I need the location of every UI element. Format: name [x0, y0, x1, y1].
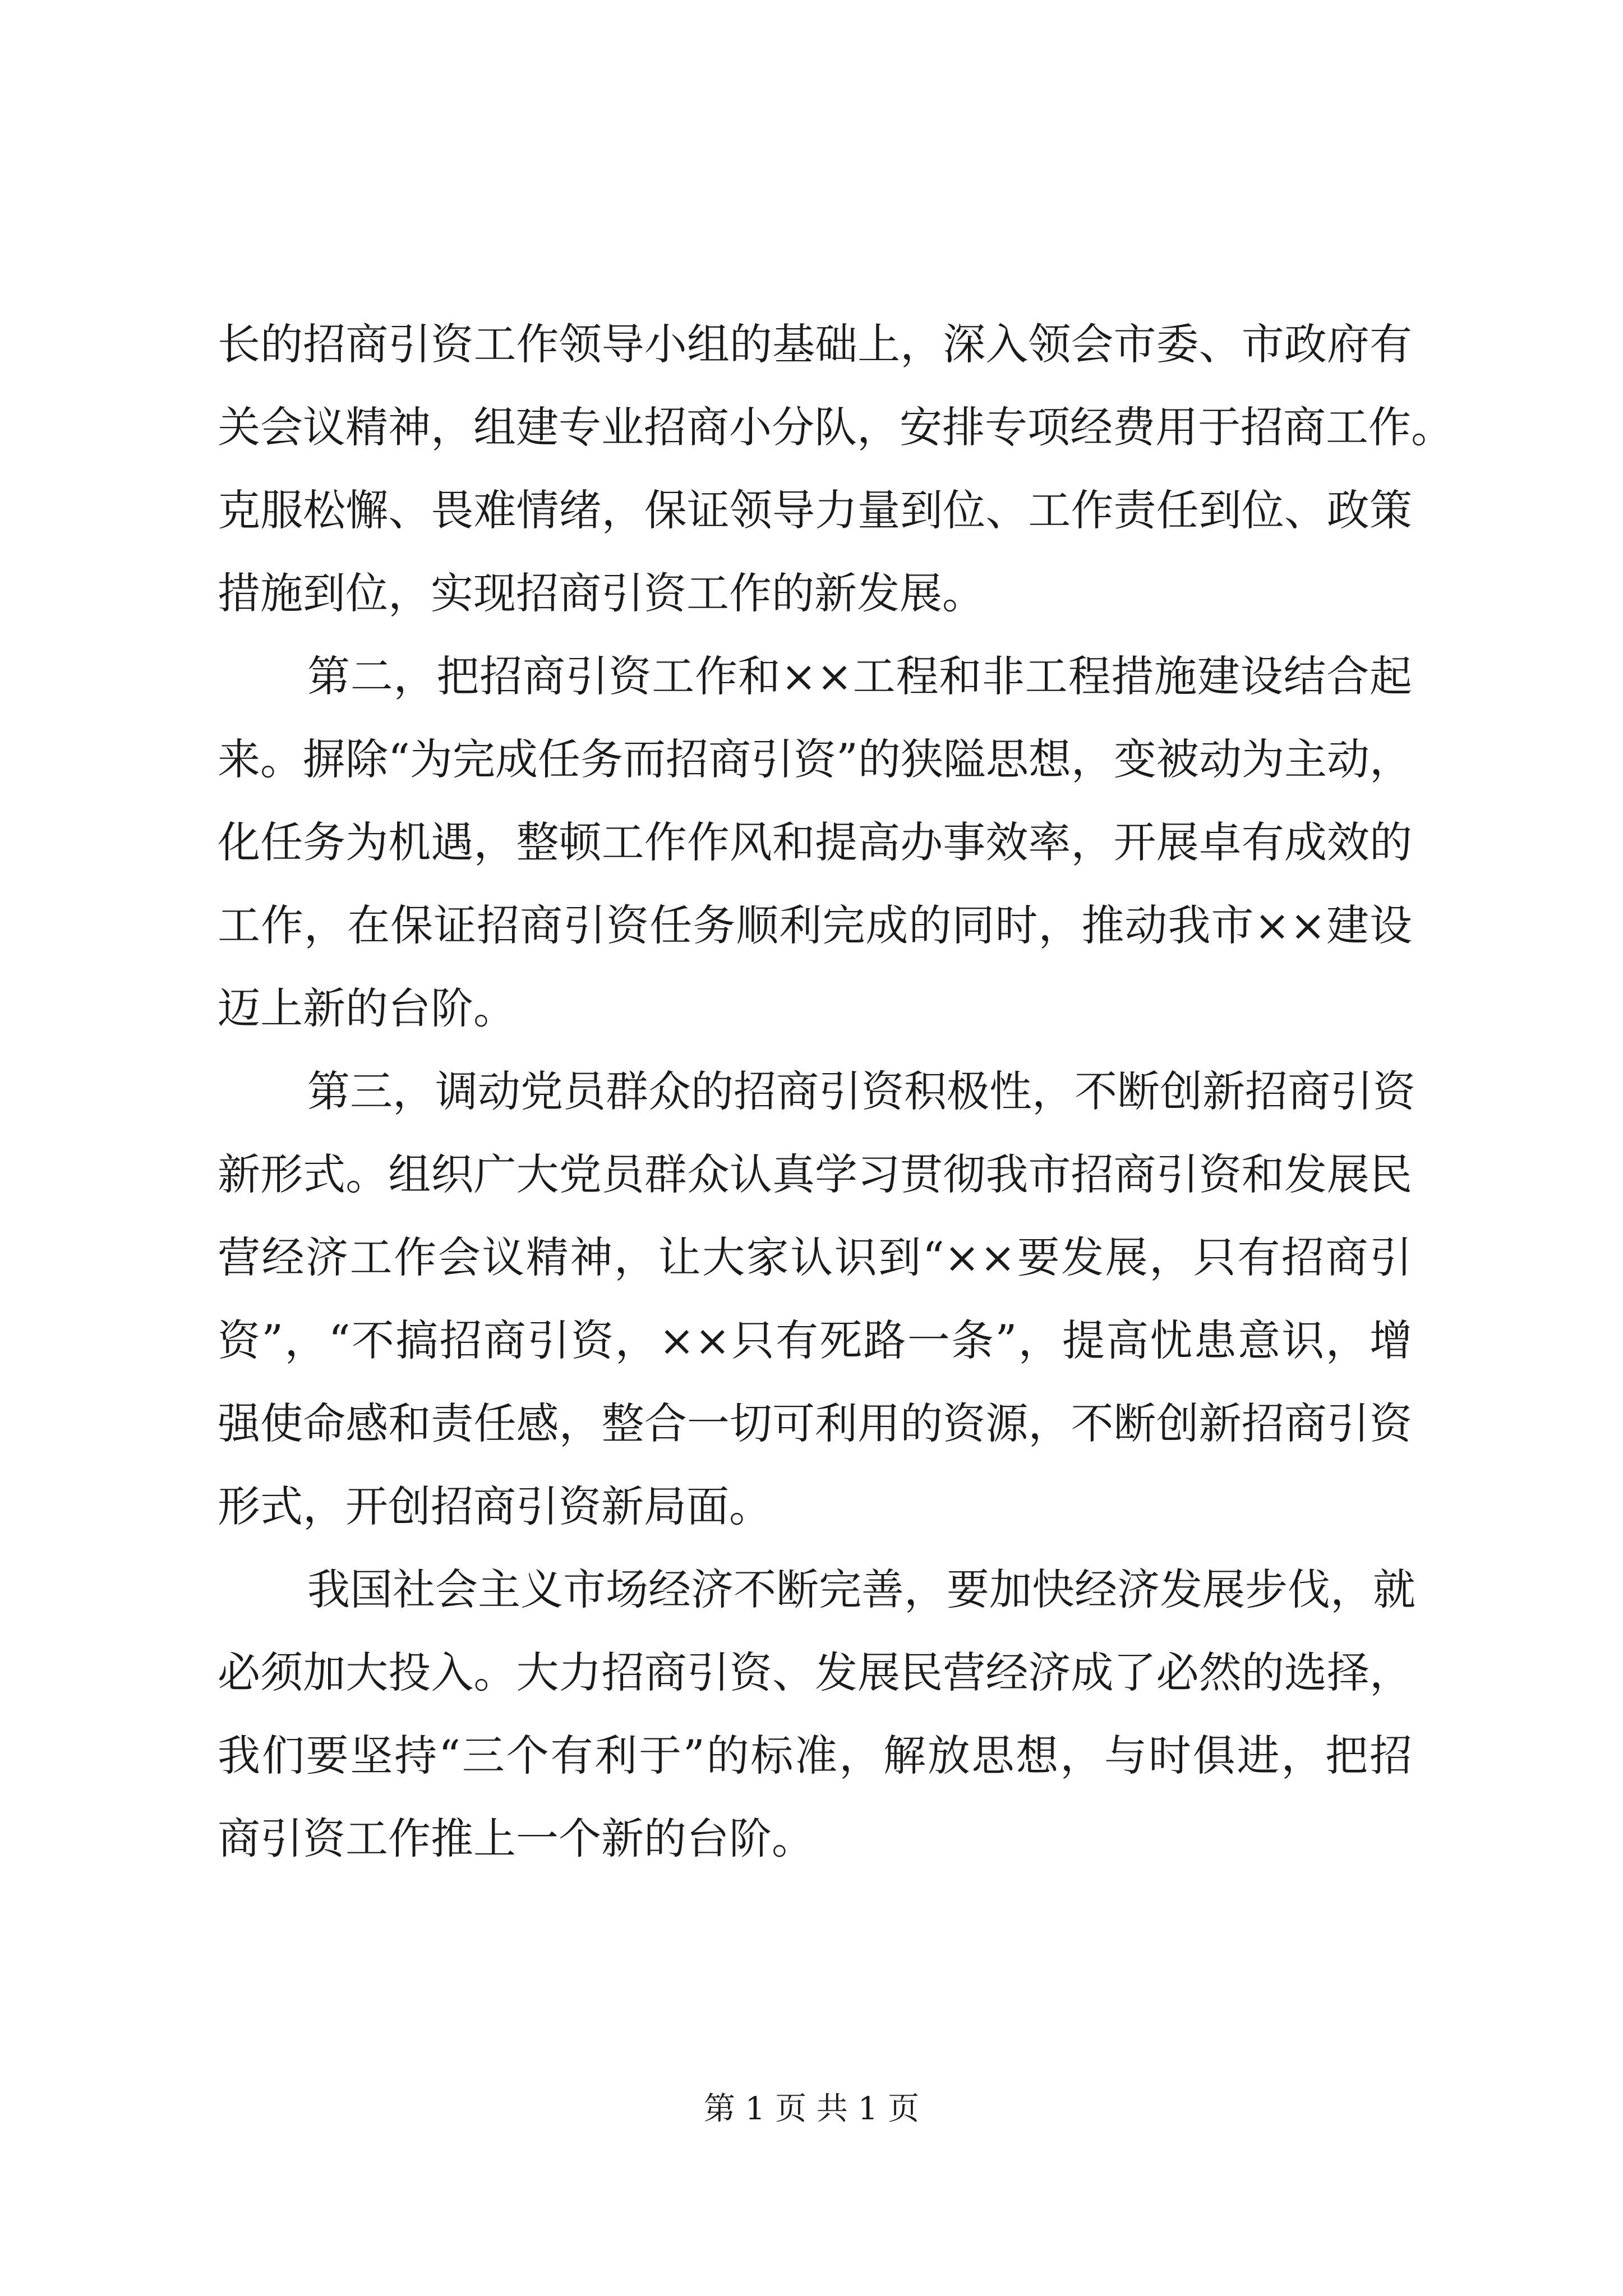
paragraph-4-line-4: 商引资工作推上一个新的台阶。 [218, 1814, 814, 1864]
paragraph-3-line-3: 营经济工作会议精神，让大家认识到“××要发展，只有招商引 [218, 1232, 1412, 1282]
paragraph-1-line-1: 长的招商引资工作领导小组的基础上，深入领会市委、市政府有 [218, 319, 1412, 369]
paragraph-2-line-5: 迈上新的台阶。 [218, 983, 516, 1033]
paragraph-2-line-4: 工作，在保证招商引资任务顺利完成的同时，推动我市××建设 [218, 900, 1412, 950]
paragraph-3-line-4: 资”，“不搞招商引资，××只有死路一条”，提高忧患意识，增 [218, 1315, 1412, 1365]
paragraph-3-line-2: 新形式。组织广大党员群众认真学习贯彻我市招商引资和发展民 [218, 1149, 1412, 1199]
paragraph-2-line-1: 第二，把招商引资工作和××工程和非工程措施建设结合起 [307, 651, 1412, 701]
paragraph-3-line-6: 形式，开创招商引资新局面。 [218, 1481, 772, 1531]
page-number-label: 第 1 页 共 1 页 [703, 2091, 920, 2127]
paragraph-2-line-2: 来。摒除“为完成任务而招商引资”的狭隘思想，变被动为主动， [218, 734, 1412, 784]
page-footer [0, 2087, 1623, 2132]
document-body [218, 303, 1454, 1880]
paragraph-1-line-3: 克服松懈、畏难情绪，保证领导力量到位、工作责任到位、政策 [218, 485, 1412, 535]
paragraph-4-line-2: 必须加大投入。大力招商引资、发展民营经济成了必然的选择， [218, 1648, 1412, 1697]
paragraph-1-line-2: 关会议精神，组建专业招商小分队，安排专项经费用于招商工作。 [218, 402, 1454, 452]
paragraph-4-line-1: 我国社会主义市场经济不断完善，要加快经济发展步伐，就 [307, 1565, 1415, 1614]
paragraph-3-line-5: 强使命感和责任感，整合一切可利用的资源，不断创新招商引资 [218, 1398, 1412, 1448]
paragraph-2-line-3: 化任务为机遇，整顿工作作风和提高办事效率，开展卓有成效的 [218, 817, 1412, 867]
paragraph-4-line-3: 我们要坚持“三个有利于”的标准，解放思想，与时俱进，把招 [218, 1731, 1412, 1780]
paragraph-1-line-4: 措施到位，实现招商引资工作的新发展。 [218, 568, 985, 618]
paragraph-3-line-1: 第三，调动党员群众的招商引资积极性，不断创新招商引资 [307, 1066, 1415, 1116]
